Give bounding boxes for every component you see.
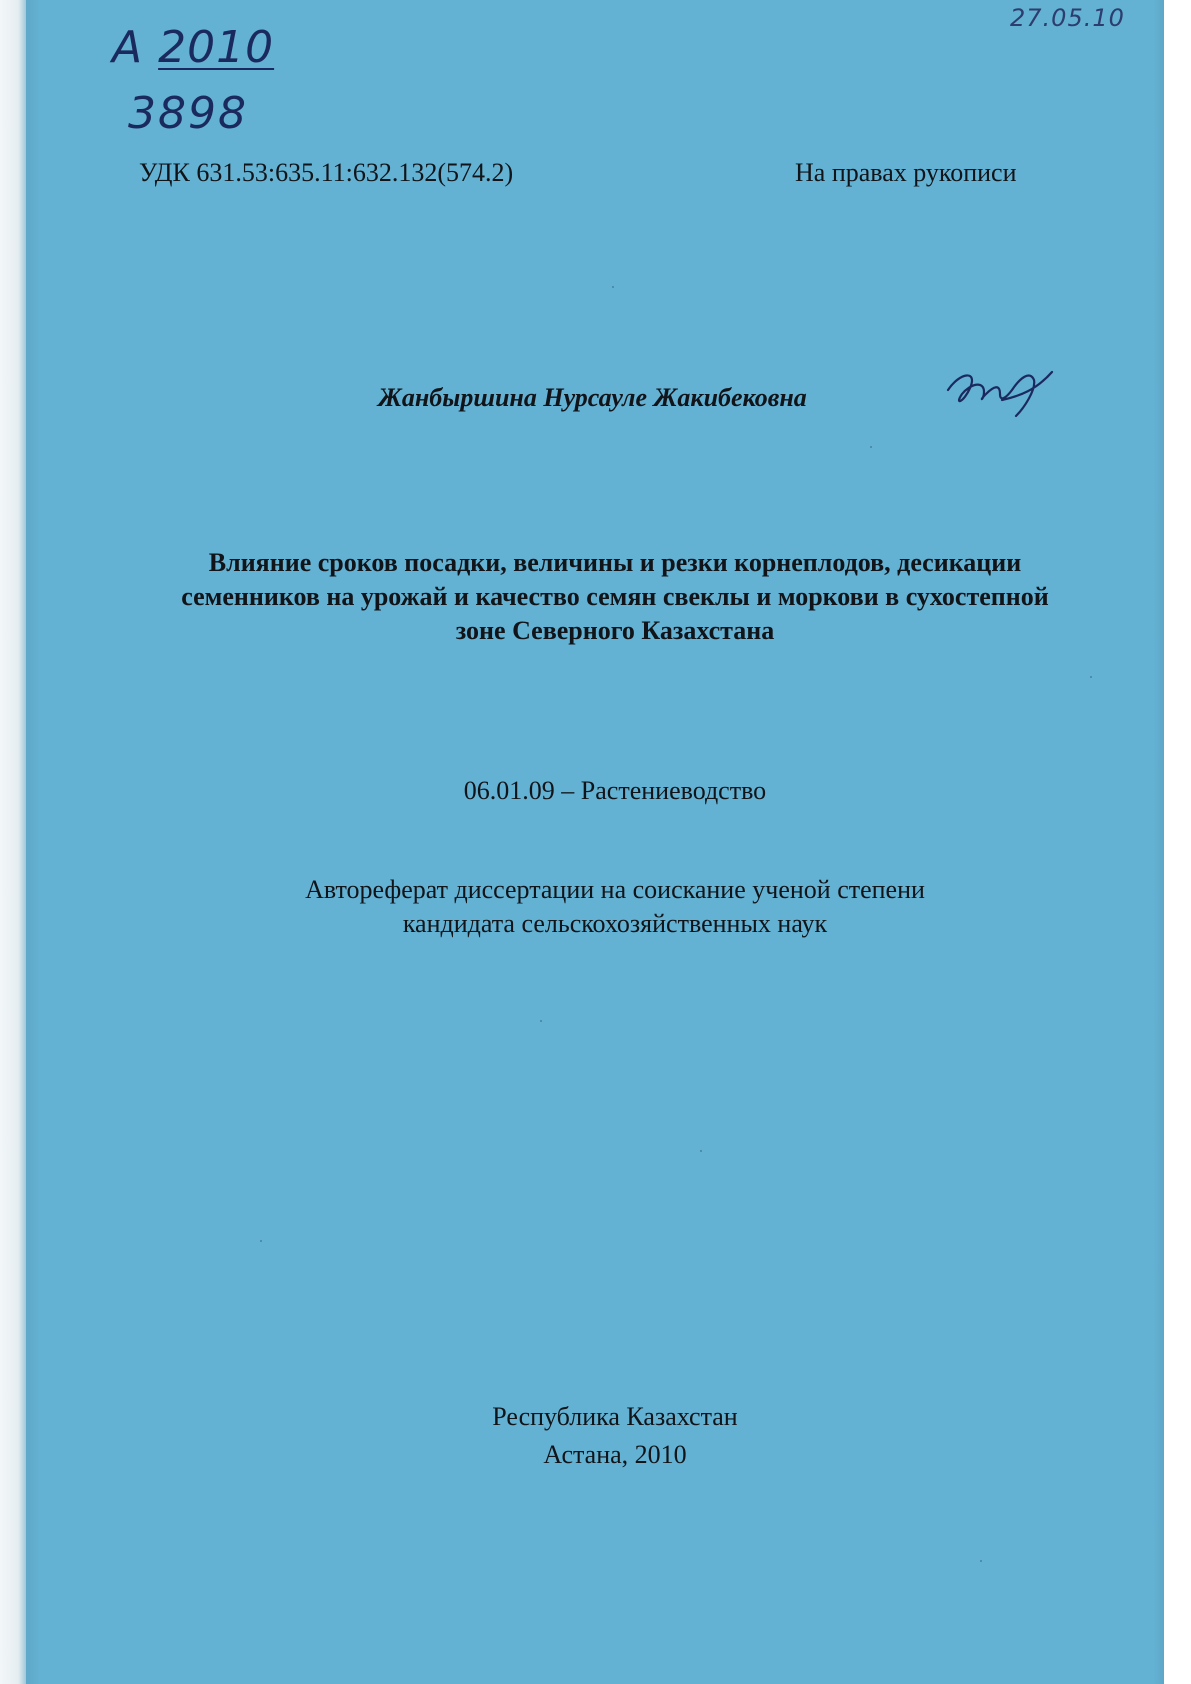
rights-notice: На правах рукописи xyxy=(795,158,1017,187)
degree-line: кандидата сельскохозяйственных наук xyxy=(402,909,828,938)
archive-prefix: А xyxy=(112,22,144,73)
scan-speck xyxy=(540,1020,542,1022)
title-line: семенников на урожай и качество семян свеклы и моркови в сухостепной xyxy=(181,582,1049,611)
scan-speck xyxy=(1090,676,1092,678)
archive-year: 2010 xyxy=(158,22,275,73)
specialty-code: 06.01.09 – Растениеводство xyxy=(463,776,767,805)
scan-speck xyxy=(612,286,614,288)
imprint-country: Республика Казахстан xyxy=(492,1402,738,1431)
scan-speck xyxy=(260,1240,262,1242)
received-date: 27.05.10 xyxy=(1010,4,1125,32)
scan-speck xyxy=(870,446,872,448)
author-name: Жанбыршина Нурсауле Жакибековна xyxy=(378,383,807,412)
degree-line: Автореферат диссертации на соискание ученой степени xyxy=(305,875,925,904)
degree-statement xyxy=(120,873,1110,941)
signature-icon xyxy=(940,350,1060,430)
udk-code: УДК 631.53:635.11:632.132(574.2) xyxy=(139,158,514,187)
imprint xyxy=(120,1398,1110,1474)
imprint-city-year: Астана, 2010 xyxy=(543,1440,687,1469)
scan-speck xyxy=(980,1560,982,1562)
title-line: зоне Северного Казахстана xyxy=(455,616,775,645)
scan-edge xyxy=(0,0,26,1684)
archive-number: 3898 xyxy=(128,88,248,139)
title-line: Влияние сроков посадки, величины и резки корнеплодов, десикации xyxy=(208,548,1022,577)
dissertation-title xyxy=(120,546,1110,648)
scan-speck xyxy=(700,1150,702,1152)
archive-code xyxy=(112,22,274,73)
